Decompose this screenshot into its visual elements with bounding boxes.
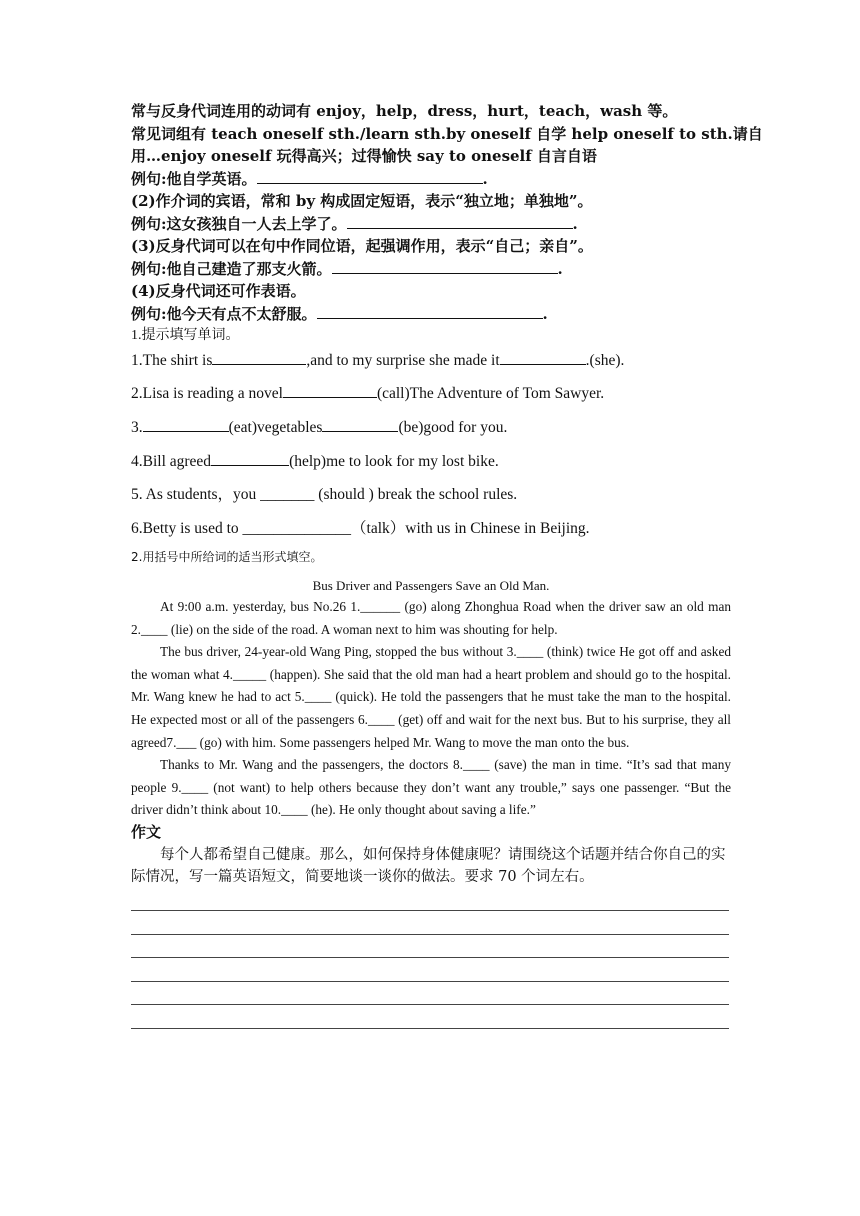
passage-title: Bus Driver and Passengers Save an Old Man. [312,578,550,593]
example-1: 例句:他自学英语。 . [131,169,488,188]
grammar-line-1: 常与反身代词连用的动词有 enjoy，help，dress，hurt，teach，wash 等。 [131,102,678,120]
section-1-heading: 1.提示填写单词。 [131,328,240,343]
grammar-line-3: 用…enjoy oneself 玩得高兴；过得愉快 say to oneself 自言自语 [131,147,597,165]
writing-line[interactable] [131,958,729,982]
passage [131,596,731,822]
question-2: 2.Lisa is reading a novel (call)The Adventure of Tom Sawyer. [131,382,731,416]
grammar-line-2: 常见词组有 teach oneself sth./learn sth.by oneself 自学 help oneself to sth.请自 [131,124,763,143]
grammar-point-4: (4)反身代词还可作表语。 [131,282,306,300]
writing-line[interactable] [131,982,729,1006]
example-2: 例句:这女孩独自一人去上学了。 . [131,214,578,233]
grammar-point-3: (3)反身代词可以在句中作同位语，起强调作用，表示“自己；亲自”。 [131,237,593,255]
writing-line[interactable] [131,888,729,912]
answer-blank[interactable] [332,258,558,274]
passage-paragraph-3: Thanks to Mr. Wang and the passengers, the doctors 8.____ (save) the man in time. “It’s sad that many people 9.____ (not want) to help others because they don’t want any trouble,” says one passenger. “But the driver didn’t think about 10.____ (he). He only thought about saving a life.” [131,757,731,818]
answer-blank[interactable] [322,416,398,432]
answer-blank[interactable] [211,450,289,466]
writing-area[interactable] [131,888,731,1029]
answer-blank[interactable] [212,349,306,365]
question-1: 1.The shirt is ,and to my surprise she made it .(she). [131,349,731,382]
answer-blank[interactable] [500,349,586,365]
answer-blank[interactable] [283,382,377,398]
grammar-point-2: (2)作介词的宾语，常和 by 构成固定短语，表示“独立地；单独地”。 [131,192,593,210]
example-4: 例句:他今天有点不太舒服。 . [131,304,548,323]
answer-blank[interactable] [257,168,483,184]
answer-blank[interactable] [143,416,229,432]
writing-prompt: 每个人都希望自己健康。那么，如何保持身体健康呢？请围绕这个话题并结合你自己的实际情况，写一篇英语短文，简要地谈一谈你的做法。要求 70 个词左右。 [131,846,726,885]
writing-line[interactable] [131,1005,729,1029]
section-2-heading: 2.用括号中所给词的适当形式填空。 [131,550,323,564]
grammar-notes [131,100,763,325]
question-3: 3. (eat)vegetables (be)good for you. [131,416,731,450]
answer-blank[interactable] [347,213,573,229]
question-4: 4.Bill agreed (help)me to look for my lost bike. [131,450,731,484]
writing-line[interactable] [131,911,729,935]
section-1-questions [131,349,731,540]
answer-blank[interactable] [317,303,543,319]
worksheet-page [131,100,763,1029]
writing-heading: 作文 [131,822,162,841]
example-3: 例句:他自己建造了那支火箭。 . [131,259,563,278]
question-5: 5. As students，you _______ (should ) break the school rules. [131,486,518,503]
writing-line[interactable] [131,935,729,959]
question-6: 6.Betty is used to ______________（talk）with us in Chinese in Beijing. [131,520,590,537]
passage-paragraph-2: The bus driver, 24-year-old Wang Ping, stopped the bus without 3.____ (think) twice He got off and asked the woman what 4._____ (happen). She said that the old man had a heart problem and should go to the hospital. Mr. Wang knew he had to act 5.____ (quick). He told the passengers that he must take the man to the hospital. He expected most or all of the passengers 6.____ (get) off and wait for the next bus. But to his surprise, they all agreed7.___ (go) with him. Some passengers helped Mr. Wang to move the man onto the bus. [131,644,731,750]
passage-paragraph-1: At 9:00 a.m. yesterday, bus No.26 1.______ (go) along Zhonghua Road when the driver saw an old man 2.____ (lie) on the side of the road. A woman next to him was shouting for help. [131,599,731,637]
